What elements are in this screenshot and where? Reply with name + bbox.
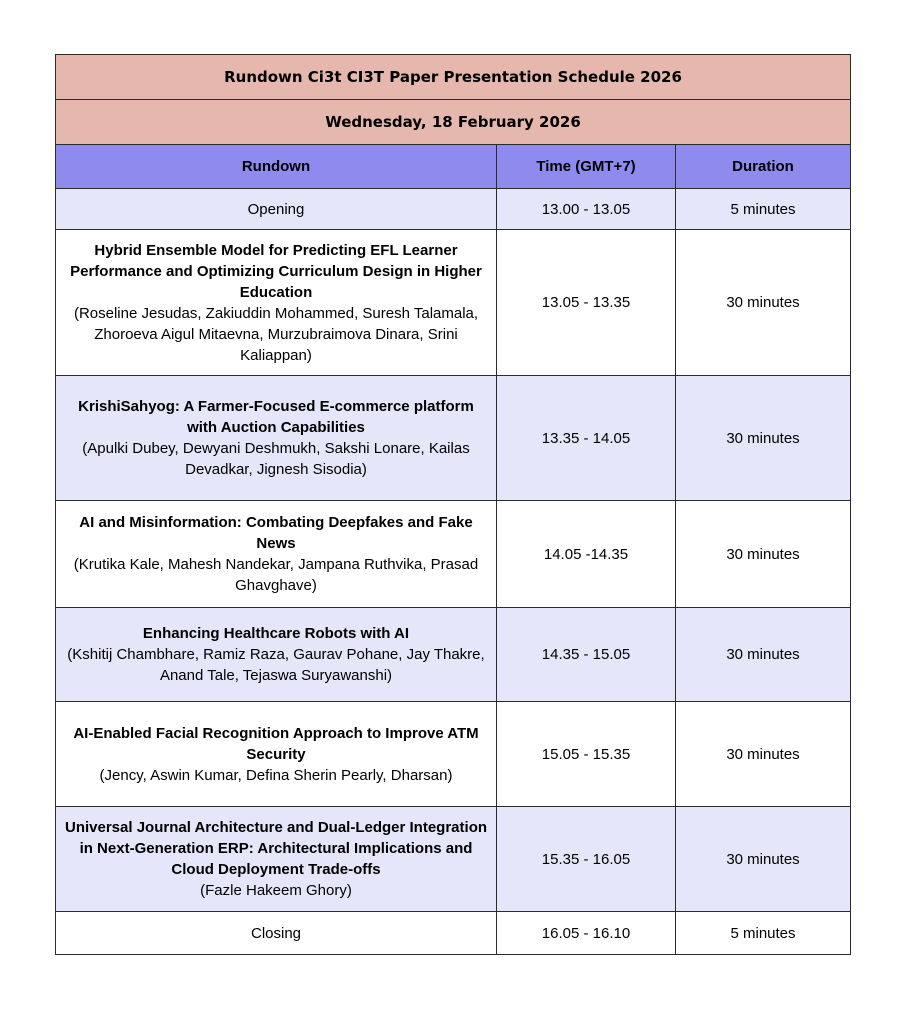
- table-row: [56, 807, 851, 912]
- rundown-cell: [56, 807, 497, 912]
- table-row: [56, 702, 851, 807]
- paper-authors: (Fazle Hakeem Ghory): [200, 882, 352, 899]
- schedule-title: Rundown Ci3t CI3T Paper Presentation Schedule 2026: [56, 55, 851, 100]
- paper-title: KrishiSahyog: A Farmer-Focused E-commerce platform with Auction Capabilities: [78, 398, 474, 436]
- time-cell: 13.35 - 14.05: [497, 376, 676, 501]
- header-time: Time (GMT+7): [497, 145, 676, 189]
- duration-cell: 30 minutes: [676, 608, 851, 702]
- time-cell: 14.05 -14.35: [497, 501, 676, 608]
- rundown-cell: Closing: [56, 912, 497, 955]
- paper-authors: (Kshitij Chambhare, Ramiz Raza, Gaurav Pohane, Jay Thakre, Anand Tale, Tejaswa Suryawanshi): [67, 646, 485, 684]
- paper-title: Universal Journal Architecture and Dual-Ledger Integration in Next-Generation ERP: Architectural Implications and Cloud Deployment Trade-offs: [64, 819, 488, 878]
- schedule-title-row: [56, 55, 851, 100]
- duration-cell: 30 minutes: [676, 501, 851, 608]
- duration-cell: 30 minutes: [676, 376, 851, 501]
- schedule-date-row: [56, 100, 851, 145]
- duration-cell: 30 minutes: [676, 230, 851, 376]
- rundown-cell: [56, 230, 497, 376]
- duration-cell: 30 minutes: [676, 807, 851, 912]
- paper-title: Hybrid Ensemble Model for Predicting EFL Learner Performance and Optimizing Curriculum Design in Higher Education: [70, 241, 482, 301]
- header-duration: Duration: [676, 145, 851, 189]
- table-row: [56, 608, 851, 702]
- table-row: [56, 376, 851, 501]
- time-cell: 13.05 - 13.35: [497, 230, 676, 376]
- duration-cell: 5 minutes: [676, 189, 851, 230]
- table-row: [56, 912, 851, 955]
- paper-title: Enhancing Healthcare Robots with AI: [142, 625, 410, 642]
- time-cell: 15.35 - 16.05: [497, 807, 676, 912]
- table-row: [56, 501, 851, 608]
- paper-authors: (Roseline Jesudas, Zakiuddin Mohammed, Suresh Talamala, Zhoroeva Aigul Mitaevna, Murzubraimova Dinara, Srini Kaliappan): [73, 304, 479, 364]
- time-cell: 15.05 - 15.35: [497, 702, 676, 807]
- paper-authors: (Krutika Kale, Mahesh Nandekar, Jampana Ruthvika, Prasad Ghavghave): [73, 556, 479, 594]
- table-row: [56, 189, 851, 230]
- rundown-cell: [56, 702, 497, 807]
- time-cell: 13.00 - 13.05: [497, 189, 676, 230]
- paper-authors: (Jency, Aswin Kumar, Defina Sherin Pearly, Dharsan): [99, 766, 453, 784]
- paper-authors: (Apulki Dubey, Dewyani Deshmukh, Sakshi Lonare, Kailas Devadkar, Jignesh Sisodia): [82, 440, 470, 478]
- duration-cell: 30 minutes: [676, 702, 851, 807]
- table-row: [56, 230, 851, 376]
- time-cell: 14.35 - 15.05: [497, 608, 676, 702]
- header-rundown: Rundown: [56, 145, 497, 189]
- schedule-table: [55, 54, 851, 955]
- rundown-cell: Opening: [56, 189, 497, 230]
- time-cell: 16.05 - 16.10: [497, 912, 676, 955]
- duration-cell: 5 minutes: [676, 912, 851, 955]
- paper-title: AI and Misinformation: Combating Deepfakes and Fake News: [79, 514, 473, 552]
- rundown-cell: [56, 376, 497, 501]
- rundown-cell: [56, 608, 497, 702]
- column-header-row: [56, 145, 851, 189]
- rundown-cell: [56, 501, 497, 608]
- schedule-date: Wednesday, 18 February 2026: [56, 100, 851, 145]
- paper-title: AI-Enabled Facial Recognition Approach to Improve ATM Security: [73, 724, 479, 763]
